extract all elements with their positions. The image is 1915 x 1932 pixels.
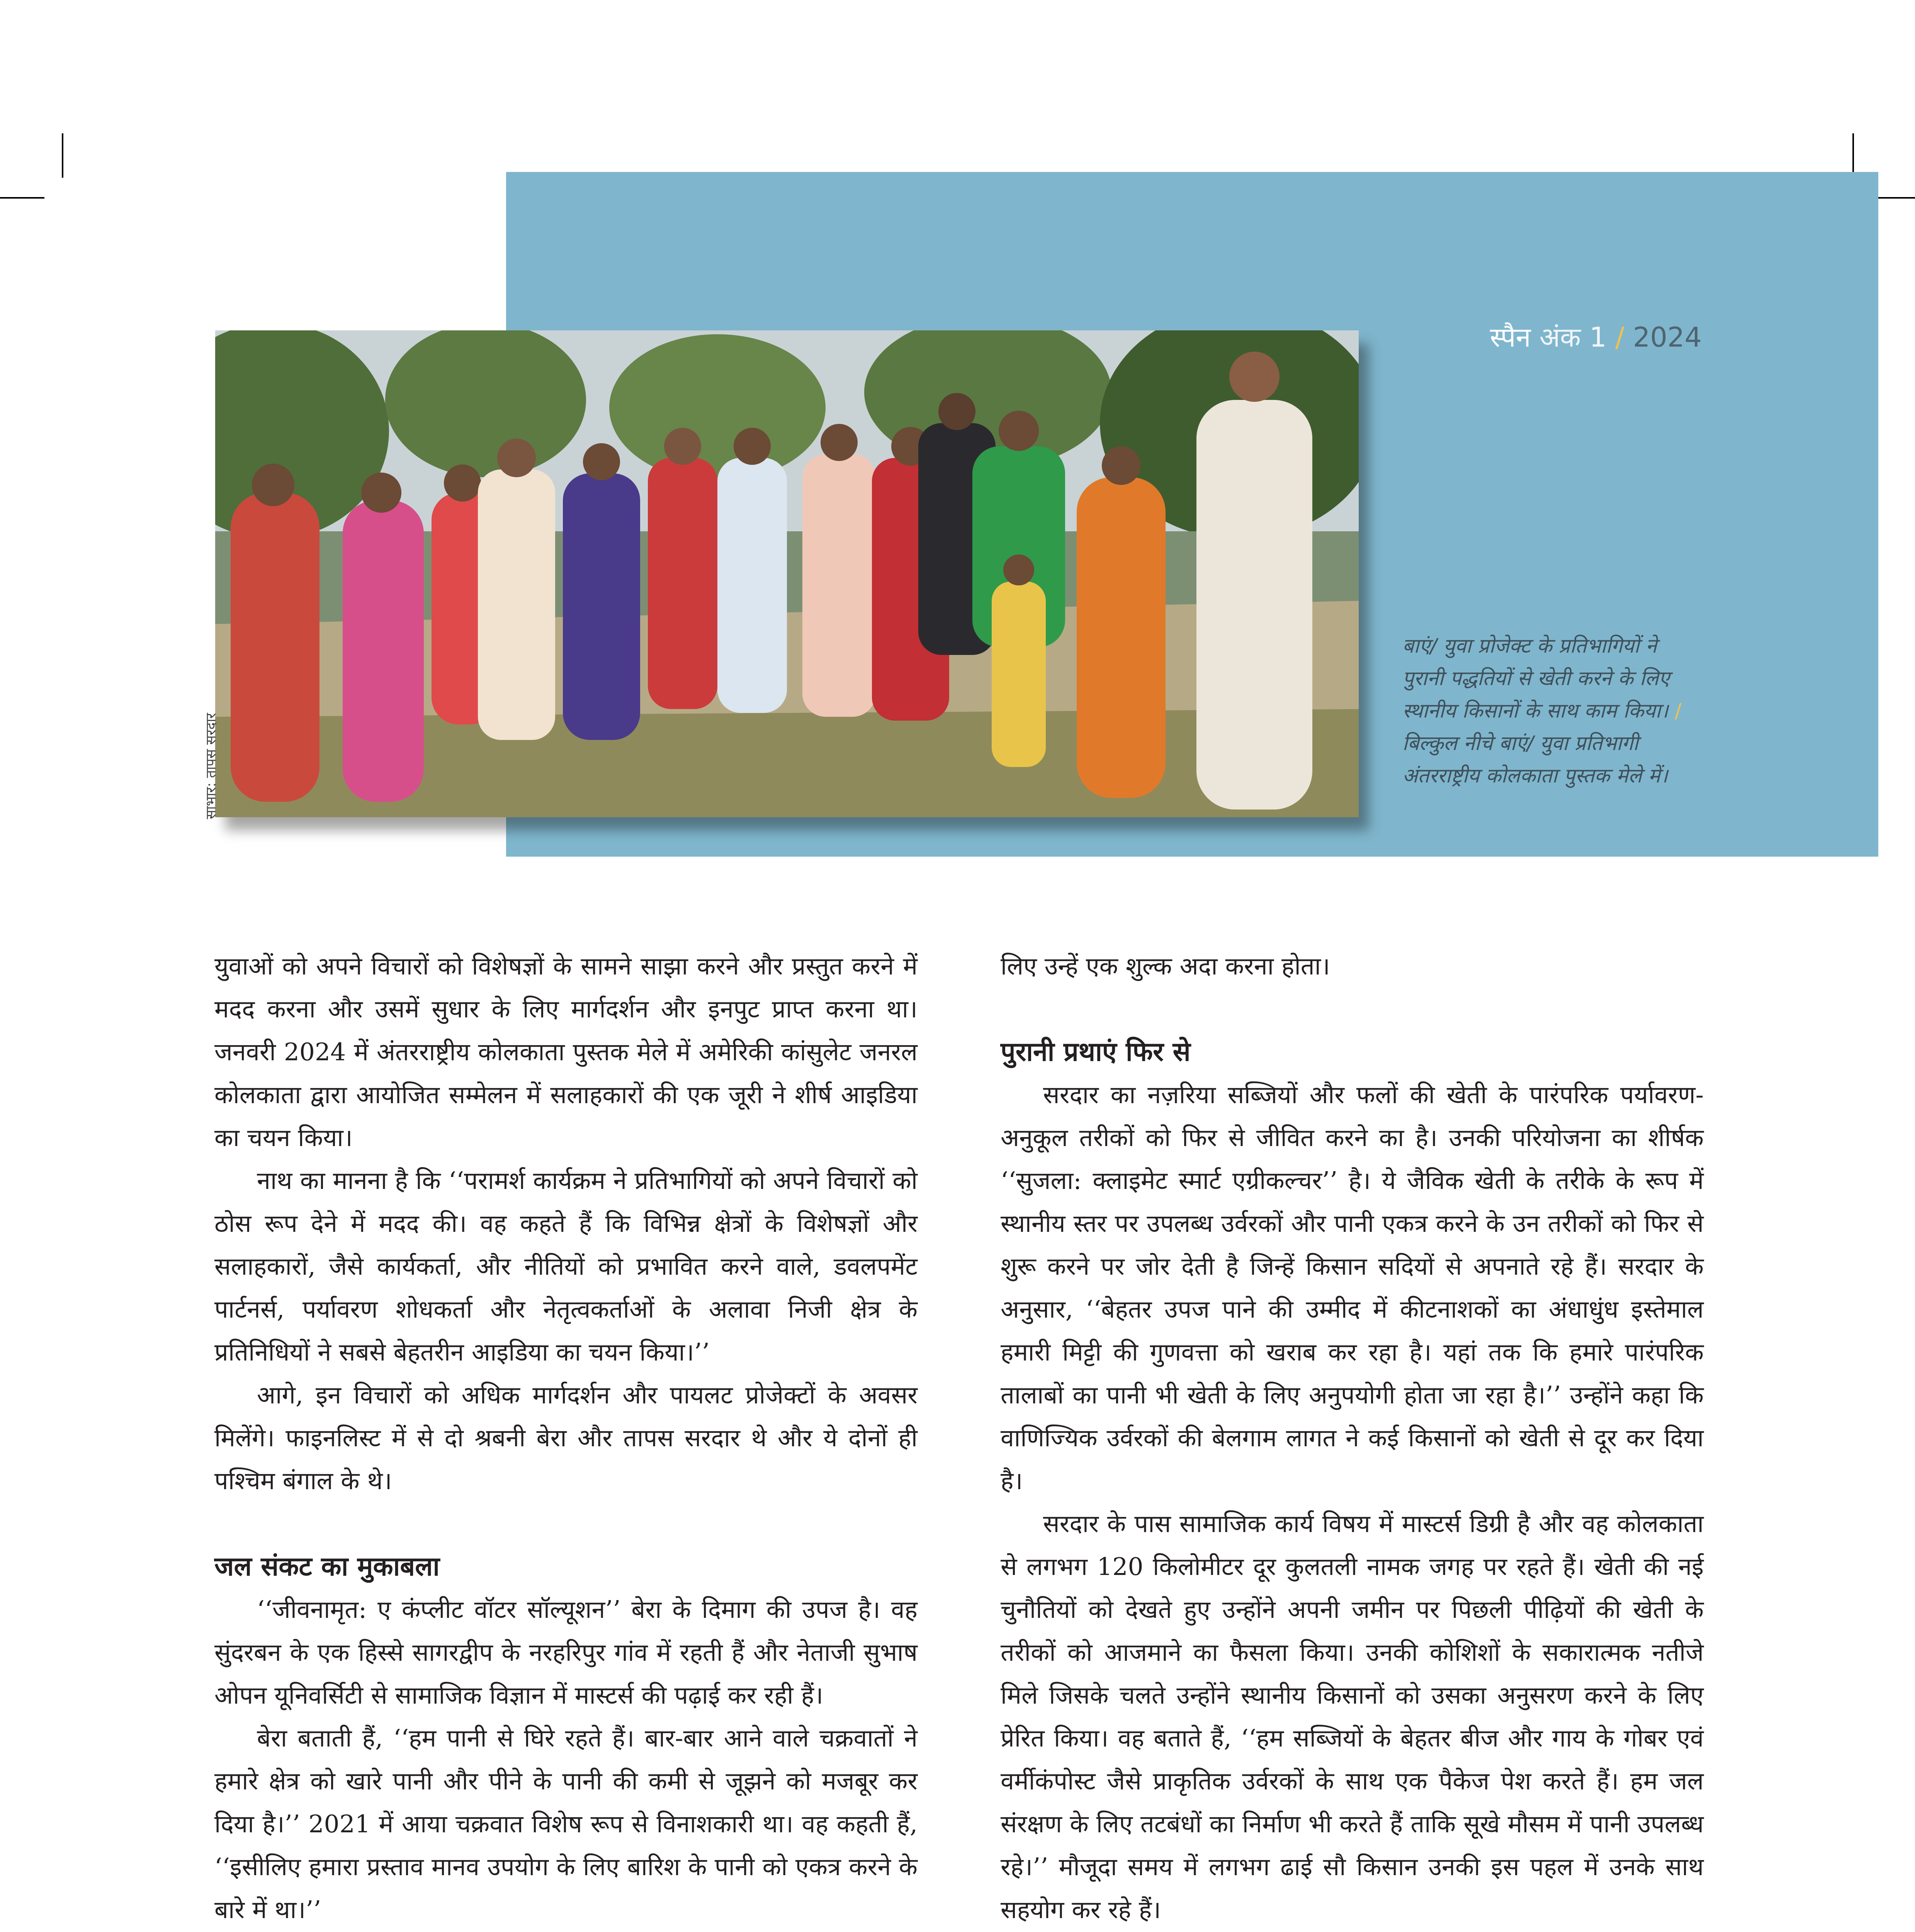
masthead-separator: / bbox=[1615, 321, 1624, 353]
section-heading: पुरानी प्रथाएं फिर से bbox=[1001, 1037, 1191, 1067]
section-heading: जल संकट का मुकाबला bbox=[214, 1551, 440, 1582]
crop-mark-top-left-vertical bbox=[62, 133, 63, 178]
section-gap bbox=[1001, 988, 1704, 1031]
paragraph: लिए उन्हें एक शुल्क अदा करना होता। bbox=[1001, 952, 1330, 980]
paragraph: ‘‘जीवनामृत: ए कंप्लीट वॉटर सॉल्यूशन’’ बेरा के दिमाग की उपज है। वह सुंदरबन के एक हिस्से सागरद्वीप के नरहरिपुर गांव में रहती हैं और नेताजी सुभाष ओपन यूनिवर्सिटी से सामाजिक विज्ञान में मास्टर्स की पढ़ाई कर रही हैं। bbox=[214, 1595, 918, 1709]
photo-caption bbox=[1402, 630, 1704, 792]
paragraph: सरदार का नज़रिया सब्जियों और फलों की खेती के पारंपरिक पर्यावरण-अनुकूल तरीकों को फिर से जीवित करने का है। उनकी परियोजना का शीर्षक ‘‘सुजला: क्लाइमेट स्मार्ट एग्रीकल्चर’’ है। ये जैविक खेती के तरीके के रूप में स्थानीय स्तर पर उपलब्ध उर्वरकों और पानी एकत्र करने के उन तरीकों को फिर से शुरू करने पर जोर देती है जिन्हें किसान सदियों से अपनाते रहे हैं। सरदार के अनुसार, ‘‘बेहतर उपज पाने की उम्मीद में कीटनाशकों का अंधाधुंध इस्तेमाल हमारी मिट्टी की गुणवत्ता को खराब कर रहा है। यहां तक कि हमारे पारंपरिक तालाबों का पानी भी खेती के लिए अनुपयोगी होता जा रहा है।’’ उन्होंने कहा कि वाणिज्यिक उर्वरकों की बेलगाम लागत ने कई किसानों को खेती से दूर कर दिया है। bbox=[1001, 1081, 1704, 1495]
paragraph: सरदार के पास सामाजिक कार्य विषय में मास्टर्स डिग्री है और वह कोलकाता से लगभग 120 किलोमीटर दूर कुलतली नामक जगह पर रहते हैं। खेती की नई चुनौतियों को देखते हुए उन्होंने अपनी जमीन पर पिछली पीढ़ियों की खेती के तरीकों को आजमाने का फैसला किया। उनकी कोशिशों के सकारात्मक नतीजे मिले जिसके चलते उन्होंने स्थानीय किसानों को उसका अनुसरण करने के लिए प्रेरित किया। वह बताते हैं, ‘‘हम सब्जियों के बेहतर बीज और गाय के गोबर एवं वर्मीकंपोस्ट जैसे प्राकृतिक उर्वरकों के साथ एक पैकेज पेश करते हैं। हम जल संरक्षण के लिए तटबंधों का निर्माण भी करते हैं ताकि सूखे मौसम में पानी उपलब्ध रहे।’’ मौजूदा समय में लगभग ढाई सौ किसान उनकी इस पहल में उनके साथ सहयोग कर रहे हैं। bbox=[1001, 1510, 1704, 1924]
crop-mark-top-left-horizontal bbox=[0, 197, 44, 199]
paragraph: युवाओं को अपने विचारों को विशेषज्ञों के सामने साझा करने और प्रस्तुत करने में मदद करना और उसमें सुधार के लिए मार्गदर्शन और इनपुट प्राप्त करना था। जनवरी 2024 में अंतरराष्ट्रीय कोलकाता पुस्तक मेले में अमेरिकी कांसुलेट जनरल कोलकाता द्वारा आयोजित सम्मेलन में सलाहकारों की एक जूरी ने शीर्ष आइडिया का चयन किया। bbox=[214, 952, 918, 1152]
caption-separator: / bbox=[1674, 699, 1682, 723]
caption-part-2: बिल्कुल नीचे बाएं/ युवा प्रतिभागी अंतरराष्ट्रीय कोलकाता पुस्तक मेले में। bbox=[1402, 732, 1668, 787]
group-photo-illustration bbox=[215, 330, 1359, 817]
paragraph: आगे, इन विचारों को अधिक मार्गदर्शन और पायलट प्रोजेक्टों के अवसर मिलेंगे। फाइनलिस्ट में से दो श्रबनी बेरा और तापस सरदार थे और ये दोनों ही पश्चिम बंगाल के थे। bbox=[214, 1381, 918, 1495]
paragraph: नाथ का मानना है कि ‘‘परामर्श कार्यक्रम ने प्रतिभागियों को अपने विचारों को ठोस रूप देने में मदद की। वह कहते हैं कि विभिन्न क्षेत्रों के विशेषज्ञों और सलाहकारों, जैसे कार्यकर्ता, और नीतियों को प्रभावित करने वाले, डवलपमेंट पार्टनर्स, पर्यावरण शोधकर्ता और नेतृत्वकर्ताओं के अलावा निजी क्षेत्र के प्रतिनिधियों ने सबसे बेहतरीन आइडिया का चयन किया।’’ bbox=[214, 1167, 918, 1366]
crop-mark-top-right-vertical bbox=[1852, 133, 1854, 178]
article-column-left bbox=[214, 945, 918, 1931]
issue-number: अंक 1 bbox=[1539, 321, 1607, 353]
paragraph: बेरा बताती हैं, ‘‘हम पानी से घिरे रहते हैं। बार-बार आने वाले चक्रवातों ने हमारे क्षेत्र को खारे पानी और पीने के पानी की कमी से जूझने को मजबूर कर दिया है।’’ 2021 में आया चक्रवात विशेष रूप से विनाशकारी था। वह कहती हैं, ‘‘इसीलिए हमारा प्रस्ताव मानव उपयोग के लिए बारिश के पानी को एकत्र करने के बारे में था।’’ bbox=[214, 1724, 918, 1924]
caption-part-1: बाएं/ युवा प्रोजेक्ट के प्रतिभागियों ने पुरानी पद्धतियों से खेती करने के लिए स्थानीय किसानों के साथ काम किया। bbox=[1402, 634, 1670, 723]
masthead bbox=[1490, 318, 1702, 355]
photo-credit: साभार: तापस सरदार bbox=[203, 713, 219, 819]
section-gap bbox=[214, 1502, 918, 1545]
issue-year: 2024 bbox=[1633, 321, 1702, 353]
publication-name: स्पैन bbox=[1490, 321, 1531, 353]
article-column-right bbox=[1001, 945, 1704, 1932]
group-photo bbox=[215, 330, 1359, 817]
